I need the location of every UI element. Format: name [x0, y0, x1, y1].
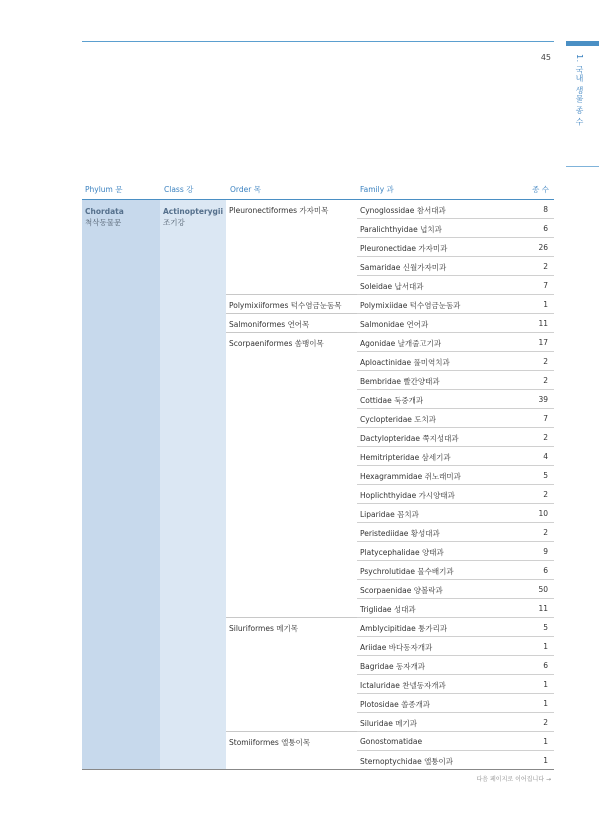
- order-label: Siluriformes 메기목: [229, 624, 298, 633]
- family-name: Scorpaenidae 양볼락과: [360, 586, 443, 595]
- table-row: [357, 637, 554, 656]
- phylum-latin: Chordata: [85, 207, 124, 216]
- family-name: Peristediidae 황성대과: [360, 529, 440, 538]
- family-name: Psychrolutidae 물수배기과: [360, 567, 454, 576]
- family-name: Agonidae 날개줄고기과: [360, 339, 442, 348]
- table-row: [357, 504, 554, 523]
- table-header: [82, 181, 554, 200]
- table-row: [357, 257, 554, 276]
- class-latin: Actinopterygii: [163, 207, 224, 216]
- order-label: Pleuronectiformes 가자미목: [229, 206, 329, 215]
- header-family: Family 과: [360, 185, 394, 194]
- family-name: Soleidae 납서대과: [360, 282, 424, 291]
- species-count: 5: [543, 623, 548, 632]
- species-count: 2: [543, 528, 548, 537]
- species-count: 39: [538, 395, 548, 404]
- phylum-korean: 척삭동물문: [85, 218, 122, 227]
- family-name: Liparidae 꼼치과: [360, 510, 419, 519]
- species-count: 7: [543, 281, 548, 290]
- family-name: Cyclopteridae 도치과: [360, 415, 437, 424]
- table-row: [357, 295, 554, 314]
- table-row: [357, 542, 554, 561]
- table-row: [357, 428, 554, 447]
- species-count: 1: [543, 642, 548, 651]
- family-name: Bagridae 동자개과: [360, 662, 426, 671]
- family-name: Hexagrammidae 쥐노래미과: [360, 472, 461, 481]
- phylum-cell: [85, 206, 124, 228]
- species-count: 10: [538, 509, 548, 518]
- table-row: [357, 390, 554, 409]
- species-count: 5: [543, 471, 548, 480]
- family-name: Ictaluridae 찬넬동자개과: [360, 681, 446, 690]
- family-name: Platycephalidae 양태과: [360, 548, 444, 557]
- order-label: Scorpaeniformes 쏨뱅이목: [229, 339, 324, 348]
- species-count: 6: [543, 661, 548, 670]
- family-name: Polymixiidae 턱수염금눈돔과: [360, 301, 461, 310]
- family-name: Siluridae 메기과: [360, 719, 417, 728]
- table-row: [357, 276, 554, 295]
- species-count: 2: [543, 433, 548, 442]
- table-row: [357, 200, 554, 219]
- continued-note: 다음 페이지로 이어집니다 →: [476, 776, 551, 783]
- table-row: [357, 656, 554, 675]
- family-name: Hoplichthyidae 가시양태과: [360, 491, 455, 500]
- species-count: 1: [543, 680, 548, 689]
- family-name: Bembridae 빨간양태과: [360, 377, 440, 386]
- family-name: Salmonidae 연어과: [360, 320, 429, 329]
- order-label: Polymixiiformes 턱수염금눈돔목: [229, 301, 342, 310]
- side-rule: [566, 166, 599, 167]
- class-cell: [163, 206, 223, 228]
- header-phylum: Phylum 문: [85, 185, 123, 194]
- family-name: Triglidae 성대과: [360, 605, 416, 614]
- species-count: 1: [543, 699, 548, 708]
- table-row: [357, 409, 554, 428]
- table-row: [357, 732, 554, 751]
- table-row: [357, 219, 554, 238]
- family-name: Cynoglossidae 참서대과: [360, 206, 446, 215]
- family-name: Pleuronectidae 가자미과: [360, 244, 448, 253]
- family-name: Samaridae 신월가자미과: [360, 263, 447, 272]
- table-row: [357, 675, 554, 694]
- table-row: [357, 523, 554, 542]
- family-name: Cottidae 둑중개과: [360, 396, 424, 405]
- table-row: [357, 371, 554, 390]
- family-name: Amblycipitidae 퉁가리과: [360, 624, 448, 633]
- table-row: [357, 561, 554, 580]
- table-row: [357, 314, 554, 333]
- header-count: 종 수: [532, 185, 549, 194]
- top-rule: [82, 41, 554, 42]
- order-divider: [226, 617, 357, 618]
- table-row: [357, 599, 554, 618]
- order-divider: [226, 294, 357, 295]
- page-number: 45: [540, 53, 551, 62]
- order-divider: [226, 731, 357, 732]
- family-name: Paralichthyidae 넙치과: [360, 225, 442, 234]
- table-row: [357, 580, 554, 599]
- table-row: [357, 352, 554, 371]
- bottom-rule: [82, 769, 554, 770]
- table-row: [357, 466, 554, 485]
- species-count: 6: [543, 566, 548, 575]
- species-count: 9: [543, 547, 548, 556]
- phylum-column: [82, 200, 160, 769]
- species-count: 1: [543, 300, 548, 309]
- species-count: 17: [538, 338, 548, 347]
- species-count: 8: [543, 205, 548, 214]
- header-order: Order 목: [230, 185, 261, 194]
- table-row: [357, 485, 554, 504]
- table-row: [357, 751, 554, 770]
- species-count: 6: [543, 224, 548, 233]
- family-name: Sternoptychidae 앨퉁이과: [360, 757, 454, 766]
- side-tab-label: 1. 국내 생물 종 수: [575, 54, 584, 126]
- table-row: [357, 238, 554, 257]
- family-name: Plotosidae 쏠종개과: [360, 700, 431, 709]
- header-class: Class 강: [164, 185, 194, 194]
- species-count: 11: [538, 604, 548, 613]
- side-tab-bar: [566, 41, 599, 46]
- class-column: [160, 200, 226, 769]
- species-count: 2: [543, 357, 548, 366]
- family-name: Aploactinidae 풀미역치과: [360, 358, 450, 367]
- species-count: 50: [538, 585, 548, 594]
- species-count: 1: [543, 737, 548, 746]
- table-row: [357, 694, 554, 713]
- family-name: Dactylopteridae 쭉지성대과: [360, 434, 459, 443]
- species-count: 7: [543, 414, 548, 423]
- species-count: 4: [543, 452, 548, 461]
- class-korean: 조기강: [163, 218, 185, 227]
- table-row: [357, 447, 554, 466]
- family-name: Hemitripteridae 삼세기과: [360, 453, 451, 462]
- species-count: 11: [538, 319, 548, 328]
- family-name: Gonostomatidae: [360, 737, 423, 746]
- species-count: 26: [538, 243, 548, 252]
- species-count: 2: [543, 490, 548, 499]
- table-row: [357, 618, 554, 637]
- species-count: 2: [543, 718, 548, 727]
- order-label: Stomiiformes 앨퉁이목: [229, 738, 311, 747]
- order-divider: [226, 313, 357, 314]
- order-label: Salmoniformes 연어목: [229, 320, 310, 329]
- order-divider: [226, 332, 357, 333]
- table-row: [357, 333, 554, 352]
- family-name: Ariidae 바다동자개과: [360, 643, 433, 652]
- species-count: 2: [543, 376, 548, 385]
- species-count: 2: [543, 262, 548, 271]
- table-row: [357, 713, 554, 732]
- species-count: 1: [543, 756, 548, 765]
